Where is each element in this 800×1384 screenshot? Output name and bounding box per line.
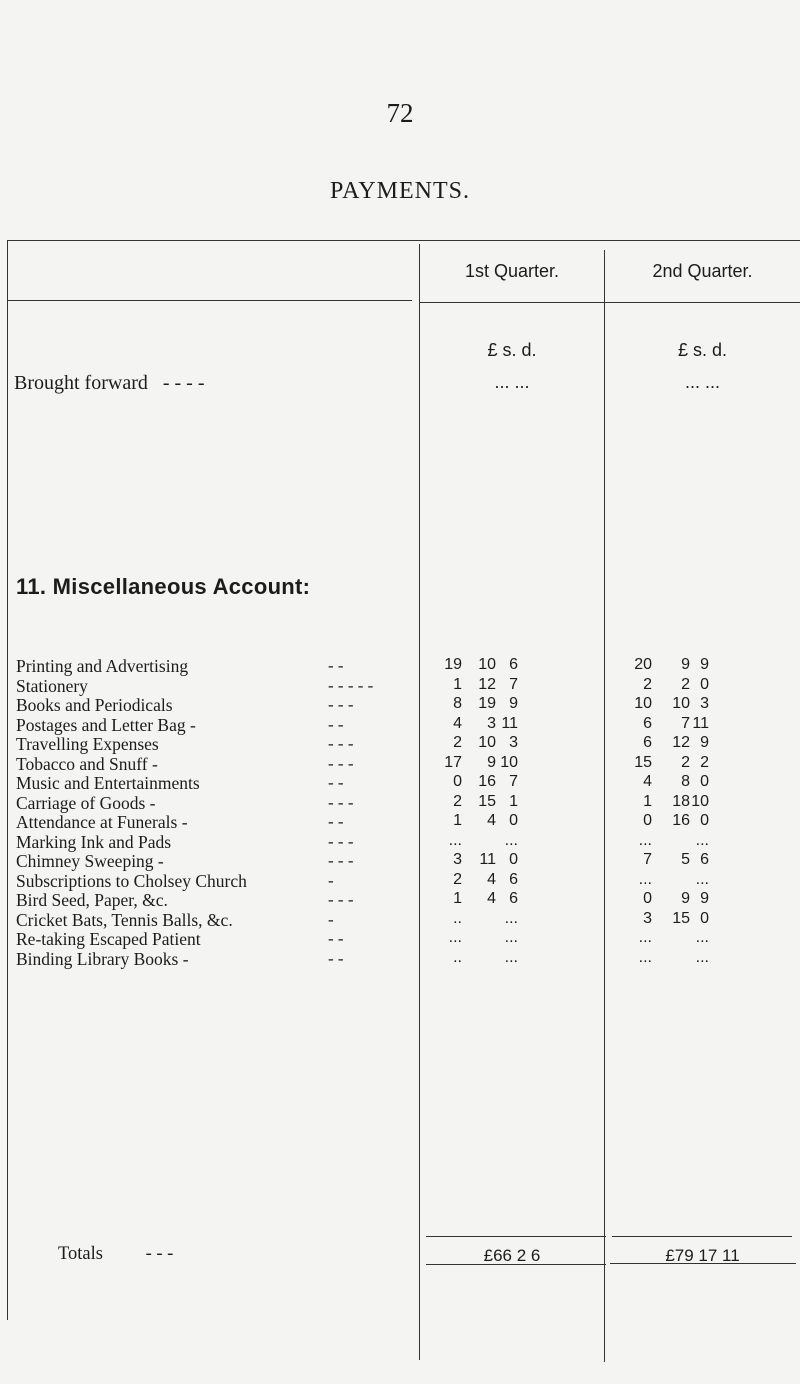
amount-q2-pence: 3 — [700, 695, 709, 712]
totals-label — [58, 1244, 173, 1265]
amount-q1-shillings: 10 — [478, 656, 496, 673]
amount-q1-pence: 0 — [509, 812, 518, 829]
amount-q1-pence: ... — [504, 831, 518, 849]
amount-q1-pounds: 4 — [453, 714, 462, 732]
totals-dashes: - - - — [145, 1244, 174, 1264]
amount-q2-shillings: 5 — [681, 851, 690, 868]
amount-q2-pence: 0 — [700, 812, 709, 829]
amount-q1-pounds: 17 — [444, 753, 462, 771]
row-dashes: - - - — [328, 851, 354, 870]
amount-q1-pounds: 1 — [453, 890, 462, 907]
totals-text: Totals — [58, 1244, 103, 1264]
brought-forward-q2: ... ... — [684, 372, 720, 392]
row-dashes: - — [328, 870, 334, 890]
row-label: Attendance at Funerals - — [16, 812, 188, 832]
total-q2: £79 17 11 — [665, 1246, 740, 1265]
amount-q1-shillings: 19 — [478, 695, 496, 712]
amount-q2-pence: 0 — [700, 909, 709, 927]
amount-q2-pence: ... — [695, 870, 709, 888]
brought-forward-dashes: - - - - — [162, 372, 205, 394]
amount-q2-pounds: 0 — [643, 812, 652, 829]
amount-q2-pounds: 1 — [643, 792, 652, 810]
amount-q1-pence: 10 — [500, 753, 518, 771]
amount-q2-pounds: 7 — [643, 851, 652, 868]
page-number: 72 — [386, 98, 414, 128]
row-label: Chimney Sweeping - — [16, 851, 164, 871]
row-dashes: - - - — [328, 695, 354, 714]
row-dashes: - - — [328, 948, 344, 968]
amount-q2-shillings: 10 — [672, 695, 690, 712]
header-bottom-rule-right — [420, 302, 800, 303]
amount-q1-pence: 3 — [509, 734, 518, 751]
amount-q2-pence: ... — [695, 929, 709, 946]
amount-q1-pence: 7 — [509, 675, 518, 693]
row-dashes: - - - - - — [328, 675, 374, 695]
row-label: Music and Entertainments — [16, 773, 200, 793]
page-title: PAYMENTS. — [330, 178, 470, 204]
amount-q2-pounds: ... — [638, 948, 652, 966]
row-label: Re-taking Escaped Patient — [16, 929, 201, 949]
amount-q2-shillings: 2 — [681, 753, 690, 771]
amount-q2-pence: ... — [695, 831, 709, 849]
amount-q1-pounds: ... — [448, 831, 462, 849]
amount-q2-shillings: 9 — [681, 656, 690, 673]
amount-q2-pence: 0 — [700, 773, 709, 790]
row-label: Subscriptions to Cholsey Church — [16, 870, 247, 891]
brought-forward-label — [14, 372, 205, 395]
amount-q2-shillings: 2 — [681, 675, 690, 693]
amount-q2-pence: 9 — [700, 656, 709, 673]
row-dashes: - - — [328, 773, 344, 792]
amount-q1-shillings: 3 — [487, 714, 496, 732]
amount-q1-pounds: .. — [453, 948, 462, 966]
column-header-q2: 2nd Quarter. — [652, 261, 753, 281]
amount-q1-pence: 6 — [509, 870, 518, 888]
amount-q1-shillings: 12 — [478, 675, 496, 693]
amount-q2-pounds: 3 — [643, 909, 652, 927]
amount-q2-pounds: ... — [638, 929, 652, 946]
table-top-rule — [8, 240, 800, 241]
amount-q1-pounds: 0 — [453, 773, 462, 790]
amount-q1-shillings: 10 — [478, 734, 496, 751]
row-dashes: - - — [328, 656, 344, 675]
row-label: Printing and Advertising — [16, 656, 189, 676]
amount-q1-pounds: 19 — [444, 656, 462, 673]
amount-q2-pence: 2 — [700, 753, 709, 771]
column-header-q1: 1st Quarter. — [464, 261, 560, 281]
brought-forward-q1: ... ... — [494, 372, 530, 392]
amount-q1-shillings: 15 — [478, 792, 496, 810]
amount-q2-shillings: 18 — [672, 792, 690, 810]
amount-q1-pence: ... — [504, 948, 518, 966]
amount-q2-pounds: 6 — [643, 714, 652, 732]
amount-q2-pounds: 0 — [643, 890, 652, 907]
amount-q2-pence: 10 — [691, 792, 709, 810]
row-label: Carriage of Goods - — [16, 792, 156, 813]
amount-q1-pence: 9 — [509, 695, 518, 712]
amount-q2-pounds: 2 — [643, 675, 652, 693]
row-dashes: - - — [328, 812, 344, 831]
row-dashes: - - — [328, 929, 344, 948]
amount-q1-pounds: .. — [453, 909, 462, 927]
amount-q1-pounds: 2 — [453, 792, 462, 810]
row-dashes: - — [328, 909, 334, 929]
amount-q2-pounds: 15 — [634, 753, 652, 771]
row-dashes: - - - — [328, 792, 354, 812]
amount-q2-pence: ... — [695, 948, 709, 966]
amount-q2-pence: 9 — [700, 734, 709, 751]
row-label: Stationery — [16, 675, 88, 696]
amount-q2-pounds: 4 — [643, 773, 652, 790]
amount-q1-pence: 7 — [509, 773, 518, 790]
amount-q2-shillings: 16 — [672, 812, 690, 829]
amount-q2-pounds: ... — [638, 831, 652, 849]
row-label: Marking Ink and Pads — [16, 831, 172, 852]
row-label: Cricket Bats, Tennis Balls, &c. — [16, 909, 233, 930]
amount-q1-shillings: 4 — [487, 890, 496, 907]
amount-q1-pence: 1 — [509, 792, 518, 810]
units-q2: £ s. d. — [677, 340, 728, 360]
amount-q1-pounds: ... — [448, 929, 462, 946]
amount-q1-pounds: 2 — [453, 870, 462, 888]
amount-q2-pounds: ... — [638, 870, 652, 888]
row-dashes: - - - — [328, 753, 354, 773]
amount-q1-shillings: 16 — [478, 773, 496, 790]
totals-rule-q2 — [612, 1236, 792, 1237]
amount-q1-pounds: 1 — [453, 812, 462, 829]
row-label: Postages and Letter Bag - — [16, 714, 196, 735]
amount-q1-shillings: 9 — [487, 753, 496, 771]
row-label: Binding Library Books - — [16, 948, 189, 969]
amount-q2-pence: 11 — [692, 714, 709, 732]
amount-q1-pence: 0 — [509, 851, 518, 868]
amount-q1-shillings: 11 — [479, 851, 496, 868]
amount-q2-shillings: 7 — [681, 714, 690, 732]
row-dashes: - - - — [328, 831, 354, 851]
amount-q1-pence: 11 — [501, 714, 518, 732]
amount-q1-pence: ... — [504, 909, 518, 927]
amount-q1-pounds: 3 — [453, 851, 462, 868]
amount-q1-pence: ... — [504, 929, 518, 946]
amount-q1-pence: 6 — [509, 656, 518, 673]
totals-rule-q1 — [426, 1236, 606, 1237]
total-q1: £66 2 6 — [483, 1246, 541, 1265]
amount-q1-pounds: 2 — [453, 734, 462, 751]
amount-q1-shillings: 4 — [487, 870, 496, 888]
row-label: Bird Seed, Paper, &c. — [16, 890, 168, 910]
header-bottom-rule-left — [8, 300, 412, 301]
units-q1: £ s. d. — [487, 340, 537, 360]
amount-q1-pounds: 1 — [453, 675, 462, 693]
amount-q1-shillings: 4 — [487, 812, 496, 829]
row-label: Travelling Expenses — [16, 734, 159, 754]
row-dashes: - - - — [328, 890, 354, 909]
amount-q1-pence: 6 — [509, 890, 518, 907]
table-row — [0, 949, 800, 971]
amount-q2-pounds: 10 — [634, 695, 652, 712]
row-label: Books and Periodicals — [16, 695, 173, 715]
amount-q2-pence: 9 — [700, 890, 709, 907]
amount-q2-shillings: 12 — [672, 734, 690, 751]
row-dashes: - - - — [328, 734, 354, 753]
section-title: 11. Miscellaneous Account: — [16, 574, 311, 599]
amount-q2-pounds: 20 — [634, 656, 652, 673]
amount-q2-shillings: 8 — [681, 773, 690, 790]
row-dashes: - - — [328, 714, 344, 734]
row-label: Tobacco and Snuff - — [16, 753, 158, 774]
amount-q2-pence: 6 — [700, 851, 709, 868]
brought-forward-text: Brought forward — [14, 372, 148, 394]
amount-q2-shillings: 9 — [681, 890, 690, 907]
amount-q1-pounds: 8 — [453, 695, 462, 712]
amount-q2-pence: 0 — [700, 675, 709, 693]
amount-q2-pounds: 6 — [643, 734, 652, 751]
amount-q2-shillings: 15 — [672, 909, 690, 927]
